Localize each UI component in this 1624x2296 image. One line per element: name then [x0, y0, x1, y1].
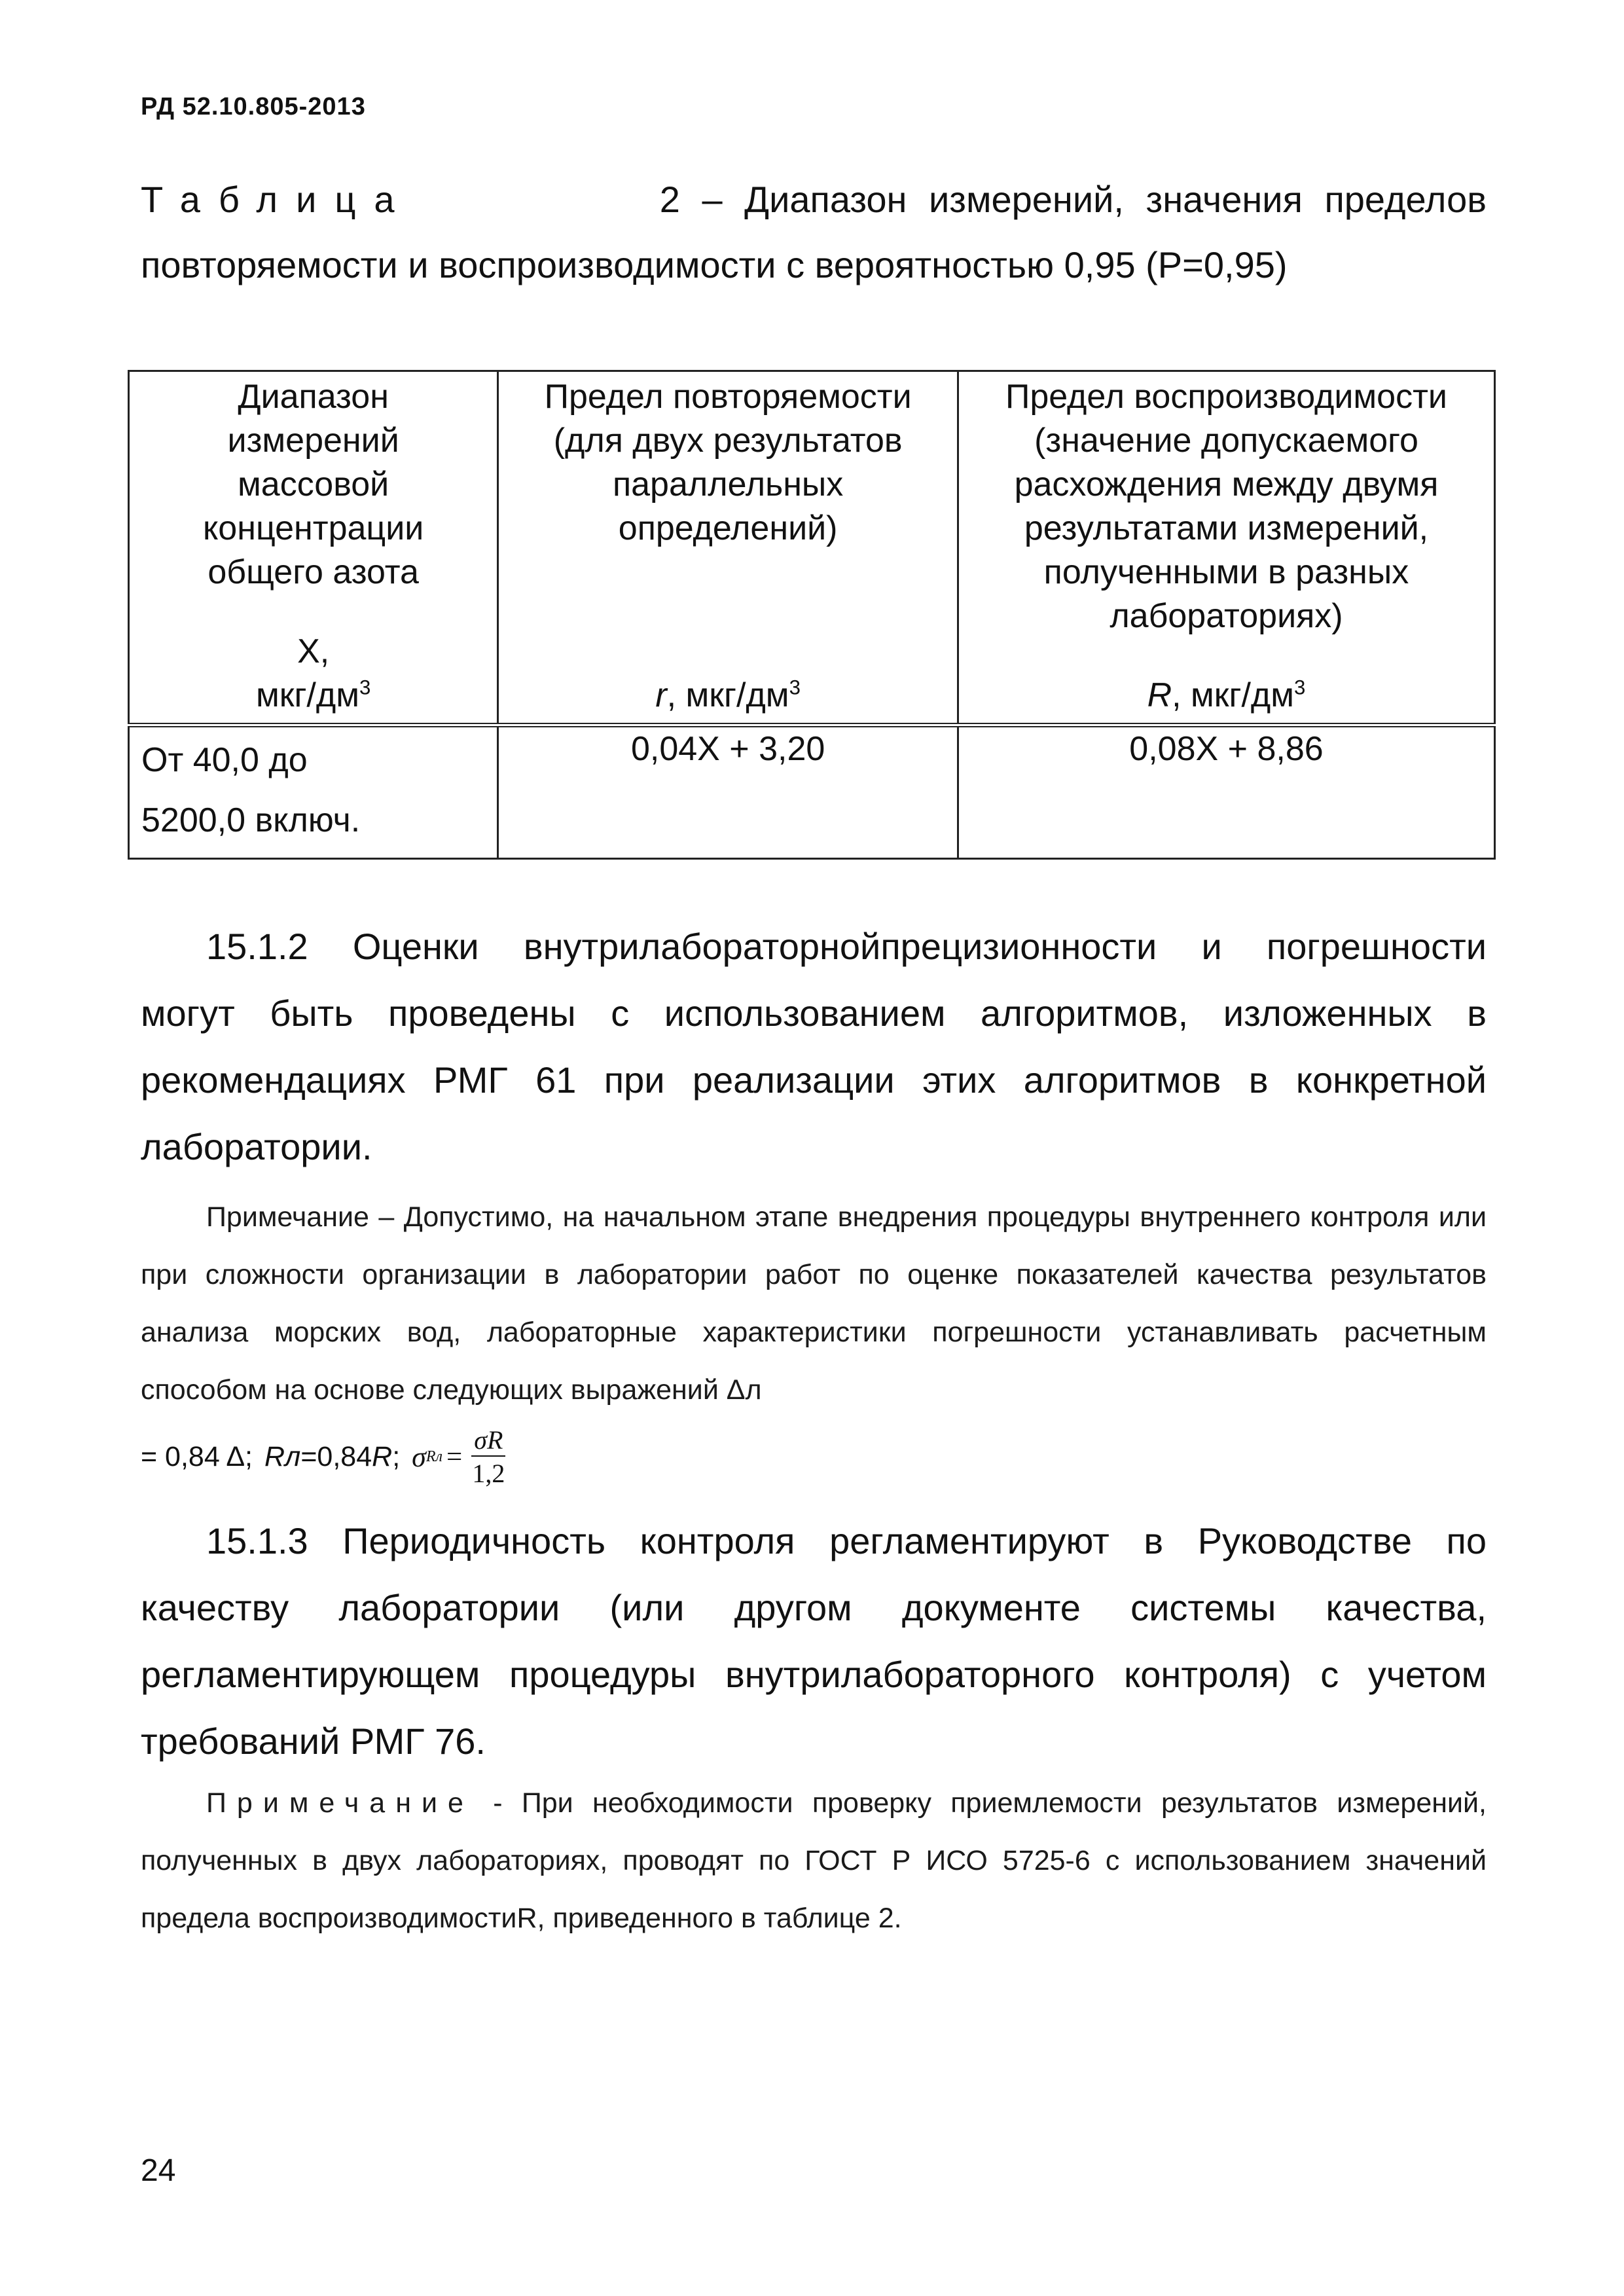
header-cell-range — [129, 371, 498, 725]
formula-r-lab: Rл=0,84R; — [264, 1440, 401, 1472]
range-line-1: От 40,0 до — [141, 741, 308, 779]
note-1: Примечание – Допустимо, на начальном этапе внедрения процедуры внутреннего контроля или при сложности организации в лаборатории работ по оценке показателей качества результатов анализа морских вод, лабораторные характеристики погрешности устанавливать расчетным способом на основе следующих выражений Δл — [141, 1201, 1487, 1406]
header-range-symbol: X, — [297, 632, 330, 670]
header-cell-reproducibility — [958, 371, 1494, 725]
header-repeatability-text: Предел повторяемости (для двух результатов параллельных определений) — [544, 378, 912, 547]
header-repeatability-unit: r, мкг/$дм^3$ — [655, 676, 801, 714]
document-code: РД 52.10.805-2013 — [141, 93, 366, 120]
paragraph-15-1-2-line1: 15.1.2 Оценки внутрилабораторнойпрецизионности и погрешности — [206, 926, 1487, 967]
range-line-2: 5200,0 включ. — [141, 801, 361, 839]
caption-word: Таблица — [141, 179, 413, 220]
table-row — [129, 725, 1495, 859]
caption-line2: повторяемости и воспроизводимости с вероятностью 0,95 (Р=0,95) — [141, 244, 1288, 285]
caption-title-part: 2 – Диапазон измерений, значения пределов — [659, 179, 1487, 220]
header-reproducibility-unit: R, мкг/$дм^3$ — [1147, 676, 1306, 714]
formula-delta: = 0,84 Δ; — [141, 1440, 253, 1472]
formula-line — [141, 1425, 505, 1489]
formula-sigma: σ Rл = $\frac{\sigma R}{1,2}$ — [412, 1425, 505, 1488]
paragraph-15-1-2-body: могут быть проведены с использованием алгоритмов, изложенных в рекомендациях РМГ 61 при реализации этих алгоритмов в конкретной лаборатории. — [141, 993, 1487, 1167]
cell-reproducibility: 0,08X + 8,86 — [958, 725, 1494, 859]
table-header-row — [129, 371, 1495, 725]
header-range-text: Диапазон измерений массовой концентрации общего азота — [202, 378, 424, 591]
page-number: 24 — [141, 2153, 176, 2188]
note-2: Примечание - При необходимости проверку приемлемости результатов измерений, полученных в двух лабораториях, проводят по ГОСТ Р ИСО 5725-6 с использованием значений предела воспроизводимостиR, приведенного в таблице 2. — [141, 1787, 1487, 1934]
paragraph-15-1-3-line1: 15.1.3 Периодичность контроля регламентируют в Руководстве по — [206, 1520, 1487, 1561]
header-reproducibility-text: Предел воспроизводимости (значение допускаемого расхождения между двумя результатами измерений, полученными в разных лабораториях) — [1005, 378, 1447, 635]
cell-repeatability: 0,04X + 3,20 — [498, 725, 958, 859]
formula-fraction: $\frac{\sigma R}{1,2}$ — [472, 1425, 505, 1488]
cell-range — [129, 725, 498, 859]
header-cell-repeatability — [498, 371, 958, 725]
paragraph-15-1-3-body: качеству лаборатории (или другом документе системы качества, регламентирующем процедуры внутрилабораторного контроля) с учетом требований РМГ 76. — [141, 1587, 1487, 1762]
data-table — [128, 370, 1496, 860]
header-range-unit: мкг/$дм^3$ — [255, 676, 371, 714]
table-caption — [141, 167, 1487, 298]
